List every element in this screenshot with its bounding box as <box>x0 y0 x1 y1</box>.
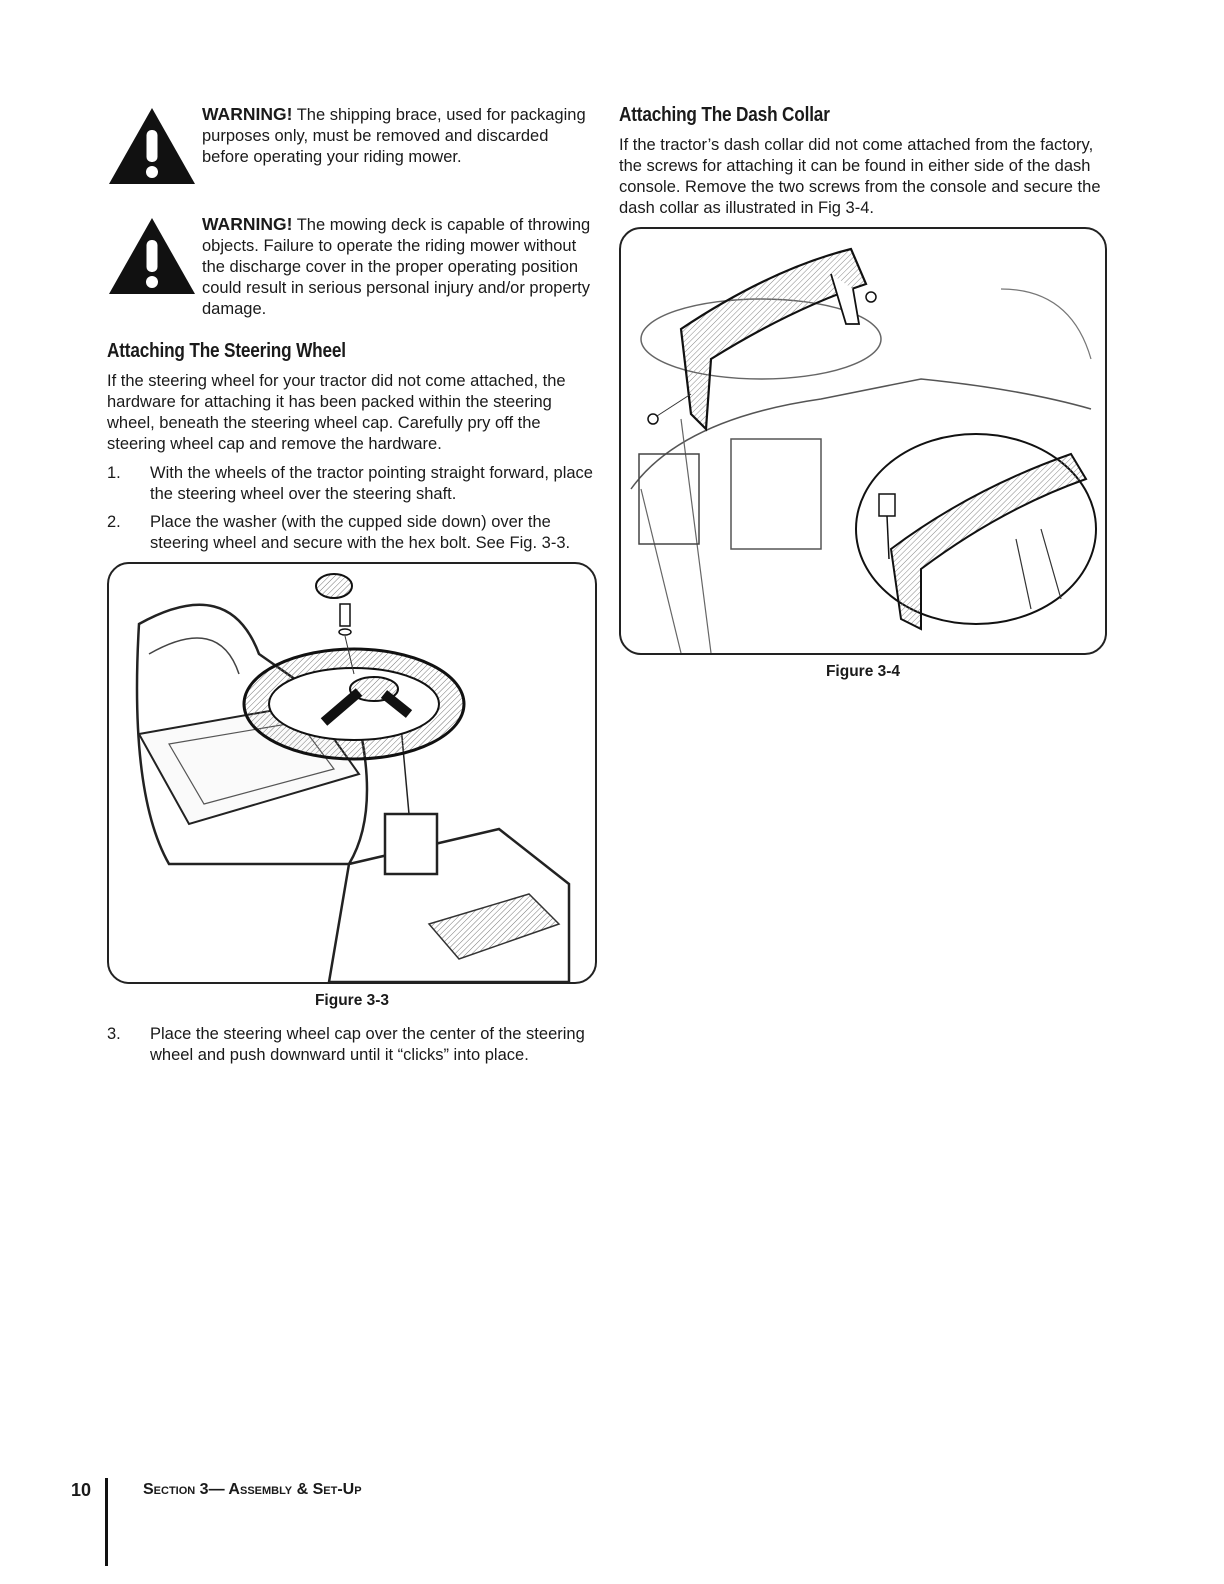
list-item: 1. With the wheels of the tractor pointing straight forward, place the steering wheel over the steering shaft. <box>107 464 593 503</box>
dash-collar-illustration <box>621 229 1105 653</box>
warning-triangle-icon <box>107 216 197 296</box>
warning-keyword: WARNING! <box>202 214 293 234</box>
steering-steps-continued <box>107 1024 597 1066</box>
page-number: 10 <box>71 1480 92 1500</box>
figure-3-4 <box>619 227 1107 655</box>
warning-keyword: WARNING! <box>202 104 293 124</box>
warning-mowing-deck <box>107 214 597 326</box>
list-item: 3. Place the steering wheel cap over the center of the steering wheel and push downward until it “clicks” into place. <box>107 1025 585 1064</box>
warning-shipping-brace <box>107 104 597 200</box>
figure-caption: Figure 3-4 <box>825 663 901 680</box>
dash-intro: If the tractor’s dash collar did not come attached from the factory, the screws for attaching it can be found in either side of the dash console. Remove the two screws from the console and secure the dash collar as illustrated in Fig 3-4. <box>619 136 1101 217</box>
steering-steps <box>107 463 597 554</box>
right-column <box>619 104 1107 695</box>
steering-intro: If the steering wheel for your tractor did not come attached, the hardware for attaching it has been packed within the steering wheel, beneath the steering wheel cap. Carefully pry off the steering wheel cap and remove the hardware. <box>107 372 566 453</box>
warning-triangle-icon <box>107 106 197 186</box>
steering-wheel-illustration <box>109 564 595 982</box>
left-column <box>107 104 597 1073</box>
figure-3-3 <box>107 562 597 984</box>
figure-caption: Figure 3-3 <box>314 992 390 1009</box>
warning-text: WARNING! The shipping brace, used for packaging purposes only, must be removed and discarded before operating your riding mower. <box>202 104 586 166</box>
section-title: Section 3— Assembly & Set-Up <box>143 1481 362 1498</box>
steering-heading: Attaching The Steering Wheel <box>107 340 346 362</box>
dash-heading: Attaching The Dash Collar <box>619 104 830 126</box>
footer-divider <box>105 1478 108 1566</box>
list-item: 2. Place the washer (with the cupped side down) over the steering wheel and secure with the hex bolt. See Fig. 3-3. <box>107 513 571 552</box>
warning-text: WARNING! The mowing deck is capable of throwing objects. Failure to operate the riding mower without the discharge cover in the proper operating position could result in serious personal injury and/or property damage. <box>202 214 591 318</box>
